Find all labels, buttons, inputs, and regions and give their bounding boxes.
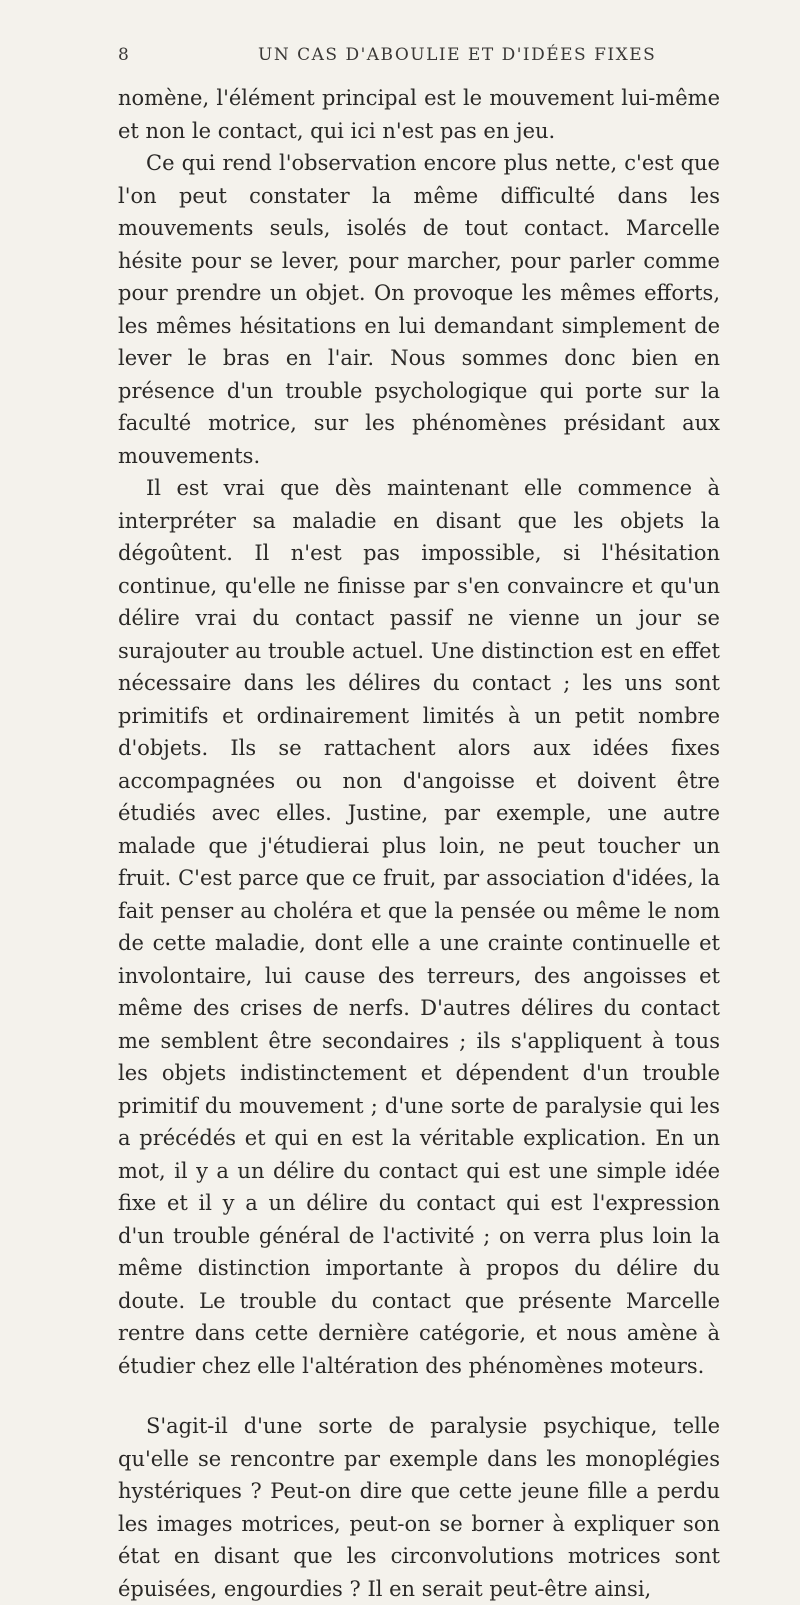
- paragraph-continuation: nomène, l'élément principal est le mouvement lui-même et non le contact, qui ici n'est pas en jeu.: [118, 86, 720, 143]
- running-title: UN CAS D'ABOULIE ET D'IDÉES FIXES: [258, 45, 657, 65]
- running-header: [118, 45, 758, 69]
- paragraph-observation: Ce qui rend l'observation encore plus nette, c'est que l'on peut constater la même difficulté dans les mouvements seuls, isolés de tout contact. Marcelle hésite pour se lever, pour marcher, pour parler comme pour prendre un objet. On provoque les mêmes efforts, les mêmes hésitations en lui demandant simplement de lever le bras en l'air. Nous sommes donc bien en présence d'un trouble psychologique qui porte sur la faculté motrice, sur les phénomènes présidant aux mouvements.: [118, 151, 720, 468]
- body-text: [118, 82, 720, 1605]
- paragraph-paralysie-psychique: S'agit-il d'une sorte de paralysie psychique, telle qu'elle se rencontre par exemple dans les monoplégies hystériques ? Peut-on dire que cette jeune fille a perdu les images motrices, peut-on se borner à expliquer son état en disant que les circonvolutions motrices sont épuisées, engourdies ? Il en serait peut-être ainsi,: [118, 1414, 720, 1601]
- paragraph-delire-contact: Il est vrai que dès maintenant elle commence à interpréter sa maladie en disant que les objets la dégoûtent. Il n'est pas impossible, si l'hésitation continue, qu'elle ne finisse par s'en convaincre et qu'un délire vrai du contact passif ne vienne un jour se surajouter au trouble actuel. Une distinction est en effet nécessaire dans les délires du contact ; les uns sont primitifs et ordinairement limités à un petit nombre d'objets. Ils se rattachent alors aux idées fixes accompagnées ou non d'angoisse et doivent être étudiés avec elles. Justine, par exemple, une autre malade que j'étudierai plus loin, ne peut toucher un fruit. C'est parce que ce fruit, par association d'idées, la fait penser au choléra et que la pensée ou même le nom de cette maladie, dont elle a une crainte continuelle et involontaire, lui cause des terreurs, des angoisses et même des crises de nerfs. D'autres délires du contact me semblent être secondaires ; ils s'appliquent à tous les objets indistinctement et dépendent d'un trouble primitif du mouvement ; d'une sorte de paralysie qui les a précédés et qui en est la véritable explication. En un mot, il y a un délire du contact qui est une simple idée fixe et il y a un délire du contact qui est l'expression d'un trouble général de l'activité ; on verra plus loin la même distinction importante à propos du délire du doute. Le trouble du contact que présente Marcelle rentre dans cette dernière catégorie, et nous amène à étudier chez elle l'altération des phénomènes moteurs.: [118, 476, 720, 1378]
- page-number: 8: [118, 45, 131, 65]
